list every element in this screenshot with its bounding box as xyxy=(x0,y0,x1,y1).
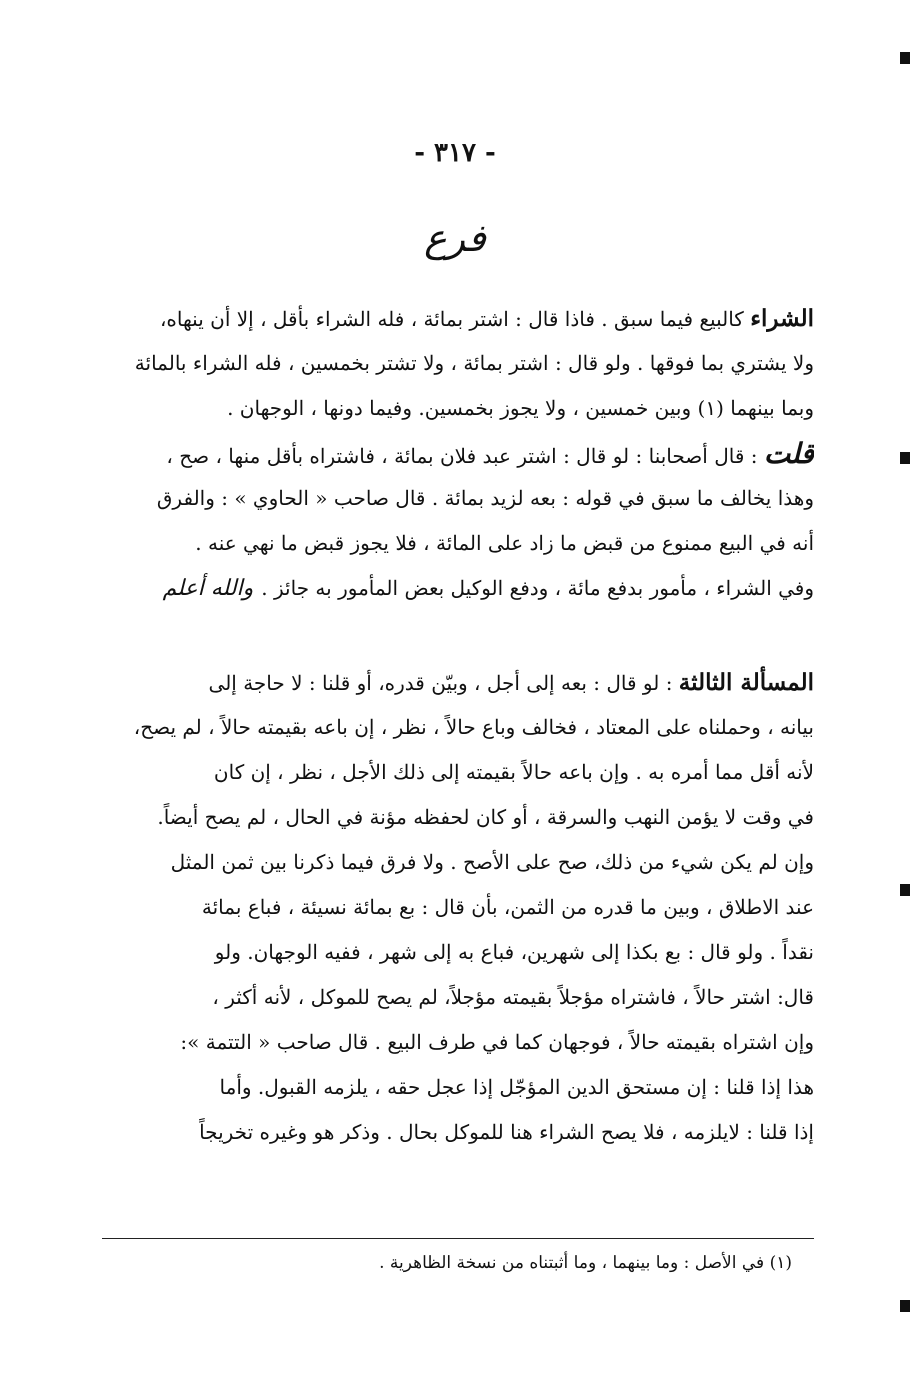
paragraph-lead-word: الشراء xyxy=(750,305,814,332)
text-line xyxy=(102,431,814,476)
text-line: هذا إذا قلنا : إن مستحق الدين المؤجّل إذا عجل حقه ، يلزمه القبول. وأما xyxy=(219,1075,814,1099)
text-line: نقداً . ولو قال : بع بكذا إلى شهرين، فباع به إلى شهر ، ففيه الوجهان. ولو xyxy=(214,940,814,964)
main-text-block xyxy=(102,296,814,611)
text-line: عند الاطلاق ، وبين ما قدره من الثمن، بأن قال : بع بمائة نسيئة ، فباع بمائة xyxy=(201,895,814,919)
scan-edge-mark xyxy=(900,1300,910,1312)
scan-edge-mark xyxy=(900,452,910,464)
text-line: لأنه أقل مما أمره به . وإن باعه حالاً بقيمته إلى ذلك الأجل ، نظر ، إن كان xyxy=(213,760,814,784)
text-line xyxy=(102,566,814,611)
text-line xyxy=(102,660,814,705)
closing-formula: والله أعلم xyxy=(162,576,254,601)
text-line: وإن لم يكن شيء من ذلك، صح على الأصح . ولا فرق فيما ذكرنا بين ثمن المثل xyxy=(170,850,814,874)
text-line-content: كالبيع فيما سبق . فاذا قال : اشتر بمائة ، فله الشراء بأقل ، إلا أن ينهاه، xyxy=(159,307,744,331)
text-line-content: : قال أصحابنا : لو قال : اشتر عبد فلان بمائة ، فاشتراه بأقل منها ، صح ، xyxy=(166,444,758,468)
text-line xyxy=(102,296,814,341)
section-heading: فرع xyxy=(424,216,486,260)
page-number: - ٣١٧ - xyxy=(414,138,496,168)
text-line: بيانه ، وحملناه على المعتاد ، فخالف وباع حالاً ، نظر ، إن باعه بقيمته حالاً ، لم يصح، xyxy=(133,715,814,739)
text-line: وإن اشتراه بقيمته حالاً ، فوجهان كما في طرف البيع . قال صاحب « التتمة »: xyxy=(180,1030,814,1054)
scan-edge-mark xyxy=(900,884,910,896)
text-line: وهذا يخالف ما سبق في قوله : بعه لزيد بمائة . قال صاحب « الحاوي » : والفرق xyxy=(156,486,814,510)
text-line: قال: اشتر حالاً ، فاشتراه مؤجلاً بقيمته مؤجلاً، لم يصح للموكل ، لأنه أكثر ، xyxy=(212,985,814,1009)
text-line: في وقت لا يؤمن النهب والسرقة ، أو كان لحفظه مؤنة في الحال ، لم يصح أيضاً. xyxy=(157,805,814,829)
text-line: وبما بينهما (١) وبين خمسين ، ولا يجوز بخمسين. وفيما دونها ، الوجهان . xyxy=(227,396,814,420)
text-line: إذا قلنا : لايلزمه ، فلا يصح الشراء هنا للموكل بحال . وذكر هو وغيره تخريجاً xyxy=(199,1120,814,1144)
issue-heading: المسألة الثالثة xyxy=(678,669,814,696)
scan-edge-mark xyxy=(900,52,910,64)
text-line: أنه في البيع ممنوع من قبض ما زاد على المائة ، فلا يجوز قبض ما نهي عنه . xyxy=(195,531,814,555)
text-line-content: : لو قال : بعه إلى أجل ، وبيّن قدره، أو قلنا : لا حاجة إلى xyxy=(208,671,673,695)
issue-text-block xyxy=(102,660,814,1155)
text-line-content: وفي الشراء ، مأمور بدفع مائة ، ودفع الوكيل بعض المأمور به جائز . xyxy=(261,576,814,600)
footnote: (١) في الأصل : وما بينهما ، وما أثبتناه من نسخة الظاهرية . xyxy=(379,1253,792,1273)
note-lead-word: قلت xyxy=(763,437,814,470)
footnote-divider xyxy=(102,1238,814,1239)
text-line: ولا يشتري بما فوقها . ولو قال : اشتر بمائة ، ولا تشتر بخمسين ، فله الشراء بالمائة xyxy=(134,351,814,375)
